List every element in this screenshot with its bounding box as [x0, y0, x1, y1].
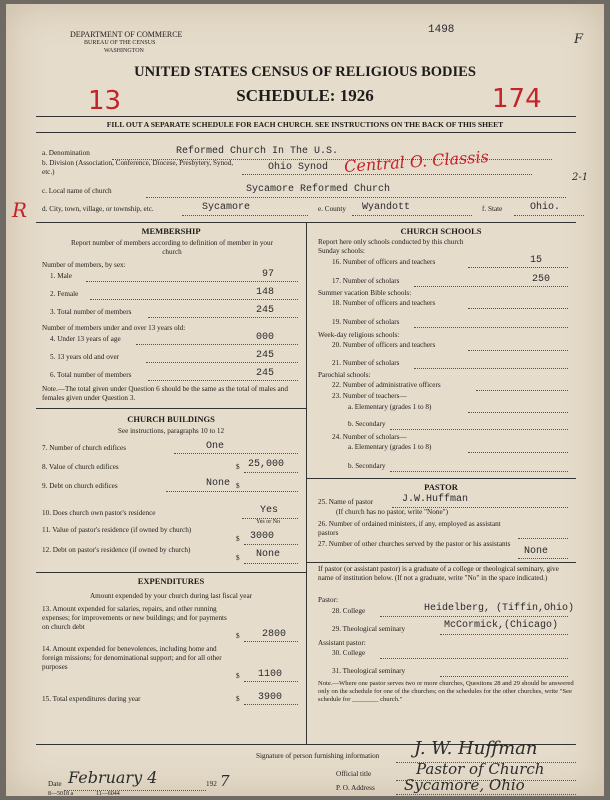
q9-label: 9. Debt on church edifices [42, 482, 118, 490]
q13-line [244, 641, 298, 642]
state-value[interactable]: Ohio. [530, 202, 561, 213]
pastor-sub-label: Pastor: [318, 596, 338, 604]
signature-label: Signature of person furnishing information [256, 752, 380, 760]
local-name-line [146, 197, 566, 198]
expenditures-title: EXPENDITURES [137, 576, 205, 586]
divider [36, 116, 576, 117]
q13-dollar: $ [236, 632, 240, 640]
q31-label: 31. Theological seminary [332, 667, 406, 675]
official-title-value[interactable]: Pastor of Church [416, 760, 545, 778]
weekday-schools: Week-day religious schools: [318, 331, 400, 339]
date-line [64, 790, 206, 791]
q29-line [440, 634, 568, 635]
bureau-label: BUREAU OF THE CENSUS [84, 40, 156, 46]
divider [306, 562, 576, 563]
q17-value[interactable]: 250 [532, 274, 551, 285]
q28-label: 28. College [332, 607, 366, 615]
division-value[interactable]: Ohio Synod [268, 162, 329, 173]
city-value[interactable]: Sycamore [202, 202, 251, 213]
q21-line [414, 368, 568, 369]
q7-value[interactable]: One [206, 441, 225, 452]
schedule-title: SCHEDULE: 1926 [236, 86, 374, 105]
city-field-line [182, 215, 308, 216]
q26-label: 26. Number of ordained ministers, if any, employed as assistant pastors [318, 520, 501, 537]
signature-value[interactable]: J. W. Huffman [414, 738, 538, 759]
q9-value[interactable]: None [206, 478, 231, 489]
official-title-label: Official title [336, 770, 372, 778]
q5-label: 5. 13 years old and over [50, 353, 120, 361]
yes-no-hint: Yes or No [256, 519, 281, 525]
q29-label: 29. Theological seminary [332, 625, 406, 633]
q2-line [90, 299, 298, 300]
q18-label: 18. Number of officers and teachers [332, 299, 436, 307]
q7-line [174, 453, 298, 454]
q14-label: 14. Amount expended for benevolences, including home and foreign missions; for denominational support; and for all other purposes [42, 645, 222, 671]
divider [36, 408, 306, 409]
po-address-label: P. O. Address [336, 784, 375, 792]
division-line [242, 174, 532, 175]
q8-line [244, 472, 298, 473]
q16-value[interactable]: 15 [530, 255, 543, 266]
census-schedule-sheet [6, 4, 604, 796]
serial-number: 1498 [428, 24, 455, 36]
division-handwritten: Central O. Classis [343, 146, 490, 177]
q22-line [476, 390, 568, 391]
q4-line [136, 344, 298, 345]
q6-value[interactable]: 245 [256, 368, 275, 379]
q10-label: 10. Does church own pastor's residence [42, 509, 156, 517]
q12-label: 12. Debt on pastor's residence (if owned by church) [42, 546, 191, 554]
q9-dollar: $ [236, 482, 240, 490]
q25-label: 25. Name of pastor [318, 498, 374, 506]
q27-label: 27. Number of other churches served by the pastor or his assistants [318, 540, 511, 548]
form-number: 8—5018 a [48, 791, 74, 797]
q30-line [380, 658, 568, 659]
corner-mark: F [574, 32, 584, 47]
summer-schools: Summer vacation Bible schools: [318, 289, 412, 297]
q15-label: 15. Total expenditures during year [42, 695, 141, 703]
q23-label: 23. Number of teachers— [332, 392, 407, 400]
q13-label: 13. Amount expended for salaries, repairs, and other running expenses; for improvements or new buildings; and for payments on church debt [42, 605, 227, 631]
q12-dollar: $ [236, 554, 240, 562]
po-address-value[interactable]: Sycamore, Ohio [404, 776, 525, 794]
county-label: e. County [318, 205, 346, 213]
city-field-label: d. City, town, village, or township, etc. [42, 205, 154, 213]
q18-line [468, 308, 568, 309]
margin-note: 2-1 [572, 172, 589, 183]
q4-value[interactable]: 000 [256, 332, 275, 343]
local-name-value[interactable]: Sycamore Reformed Church [246, 184, 391, 195]
q6-line [148, 380, 298, 381]
year-handwritten[interactable]: 7 [220, 772, 230, 790]
q24b-line [390, 471, 568, 472]
q31-line [440, 676, 568, 677]
q3-value[interactable]: 245 [256, 305, 275, 316]
q1-label: 1. Male [50, 272, 72, 280]
schools-intro: Report here only schools conducted by this church [318, 238, 464, 246]
q24-label: 24. Number of scholars— [332, 433, 407, 441]
denomination-value[interactable]: Reformed Church In The U.S. [176, 146, 339, 157]
buildings-title: CHURCH BUILDINGS [127, 414, 215, 424]
po-address-line [396, 794, 576, 795]
q24a-label: a. Elementary (grades 1 to 8) [348, 443, 432, 451]
local-name-label: c. Local name of church [42, 187, 112, 195]
q23a-label: a. Elementary (grades 1 to 8) [348, 403, 432, 411]
q24a-line [468, 452, 568, 453]
division-label: b. Division (Association, Conference, Diocese, Presbytery, Synod, etc.) [42, 159, 234, 176]
state-label: f. State [482, 205, 503, 213]
instruction-banner: FILL OUT A SEPARATE SCHEDULE FOR EACH CHURCH. SEE INSTRUCTIONS ON THE BACK OF THIS SHEET [106, 120, 504, 129]
q23a-line [468, 412, 568, 413]
year-printed: 192 [206, 780, 217, 788]
q8-value[interactable]: 25,000 [248, 459, 285, 470]
form-title: UNITED STATES CENSUS OF RELIGIOUS BODIES [134, 64, 476, 80]
q17-line [414, 286, 568, 287]
q2-value[interactable]: 148 [256, 287, 275, 298]
q5-value[interactable]: 245 [256, 350, 275, 361]
buildings-sub: See instructions, paragraphs 10 to 12 [117, 427, 225, 435]
membership-title: MEMBERSHIP [141, 226, 201, 236]
pastor-title: PASTOR [424, 482, 458, 492]
q23b-line [390, 429, 568, 430]
q20-line [468, 350, 568, 351]
q24b-label: b. Secondary [348, 462, 386, 470]
divider [306, 478, 576, 479]
q1-line [86, 281, 298, 282]
form-number-2: 11—6044 [96, 791, 120, 797]
q21-label: 21. Number of scholars [332, 359, 400, 367]
q27-value[interactable]: None [524, 546, 549, 557]
membership-note: Note.—The total given under Question 6 should be the same as the total of males and females given under Question 3. [42, 385, 288, 402]
q1-value[interactable]: 97 [262, 269, 275, 280]
margin-r-mark: R [12, 198, 28, 222]
expenditures-sub: Amount expended by your church during last fiscal year [89, 592, 253, 600]
q14-value[interactable]: 1100 [258, 669, 283, 680]
q9-line [166, 491, 298, 492]
q22-label: 22. Number of administrative officers [332, 381, 441, 389]
parochial-schools: Parochial schools: [318, 371, 371, 379]
q3-label: 3. Total number of members [50, 308, 132, 316]
q8-dollar: $ [236, 463, 240, 471]
q25-value[interactable]: J.W.Huffman [402, 494, 469, 505]
q13-value[interactable]: 2800 [262, 629, 287, 640]
q10-value[interactable]: Yes [260, 505, 279, 516]
q26-line [518, 538, 568, 539]
q15-dollar: $ [236, 695, 240, 703]
q15-value[interactable]: 3900 [258, 692, 283, 703]
college-note: If pastor (or assistant pastor) is a graduate of a college or theological seminary, give name of institution below. (If not a graduate, write "No" in the space indicated.) [318, 565, 559, 582]
q16-label: 16. Number of officers and teachers [332, 258, 436, 266]
state-line [514, 215, 584, 216]
q28-line [380, 616, 568, 617]
schools-title: CHURCH SCHOOLS [400, 226, 482, 236]
q11-label: 11. Value of pastor's residence (if owned by church) [42, 526, 192, 534]
red-mark-left: 13 [88, 86, 122, 116]
q8-label: 8. Value of church edifices [42, 463, 119, 471]
membership-intro: Report number of members according to definition of member in your church [71, 239, 273, 256]
q4-label: 4. Under 13 years of age [50, 335, 121, 343]
q19-line [414, 327, 568, 328]
q14-line [244, 681, 298, 682]
divider [36, 132, 576, 133]
sunday-schools: Sunday schools: [318, 247, 365, 255]
q11-line [244, 544, 298, 545]
date-label: Date [48, 780, 62, 788]
members-by-sex: Number of members, by sex: [42, 261, 126, 269]
divider [36, 572, 306, 573]
q6-label: 6. Total number of members [50, 371, 132, 379]
q19-label: 19. Number of scholars [332, 318, 400, 326]
city-label: WASHINGTON [104, 48, 144, 54]
q23b-label: b. Secondary [348, 420, 386, 428]
q28-value[interactable]: Heidelberg, (Tiffin,Ohio) [424, 603, 575, 614]
q12-value[interactable]: None [256, 549, 281, 560]
q11-value[interactable]: 3000 [250, 531, 275, 542]
q20-label: 20. Number of officers and teachers [332, 341, 436, 349]
denomination-label: a. Denomination [42, 149, 90, 157]
q7-label: 7. Number of church edifices [42, 444, 127, 452]
red-mark-right: 174 [492, 84, 542, 114]
q11-dollar: $ [236, 535, 240, 543]
q27-line [518, 558, 568, 559]
members-by-age: Number of members under and over 13 years old: [42, 324, 186, 332]
q5-line [146, 362, 298, 363]
assistant-pastor-label: Assistant pastor: [318, 639, 366, 647]
dept-label: DEPARTMENT OF COMMERCE [70, 30, 183, 39]
q15-line [244, 704, 298, 705]
date-value[interactable]: February 4 [68, 768, 158, 787]
q17-label: 17. Number of scholars [332, 277, 400, 285]
q3-line [148, 317, 298, 318]
q14-dollar: $ [236, 672, 240, 680]
county-value[interactable]: Wyandott [362, 202, 411, 213]
q30-label: 30. College [332, 649, 366, 657]
q29-value[interactable]: McCormick,(Chicago) [444, 620, 559, 631]
q16-line [468, 267, 568, 268]
county-line [352, 215, 472, 216]
q2-label: 2. Female [50, 290, 79, 298]
q25-note: (If church has no pastor, write "None") [336, 508, 448, 516]
q12-line [244, 563, 298, 564]
pastor-note: Note.—Where one pastor serves two or more churches, Questions 28 and 29 should be answered only on the schedule for one of the churches; on the schedules for the other churches, write "See schedule for ________ church." [318, 680, 574, 703]
